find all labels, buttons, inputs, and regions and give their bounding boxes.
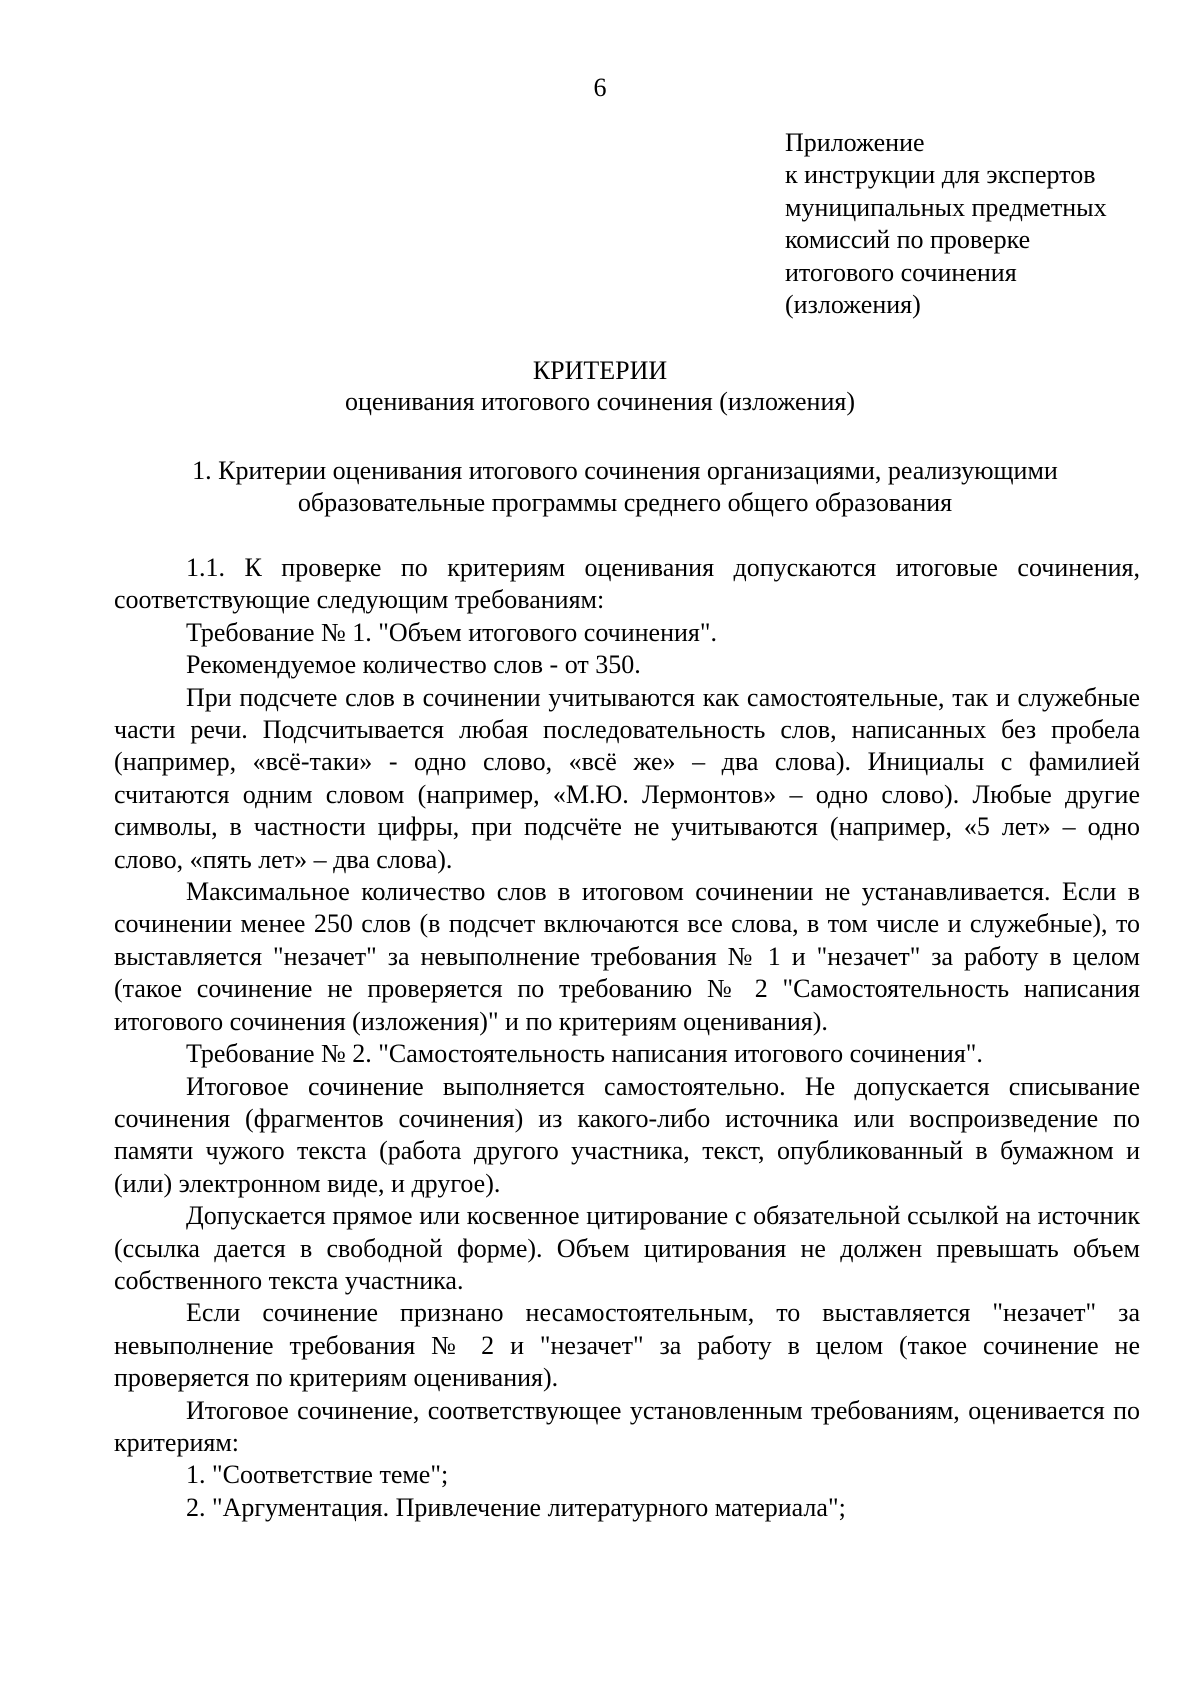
body-text (114, 552, 1140, 1524)
paragraph: Итоговое сочинение, соответствующее установленным требованиям, оценивается по критериям: (114, 1395, 1140, 1457)
appendix-line: к инструкции для экспертов (785, 160, 1096, 190)
paragraph: Максимальное количество слов в итоговом сочинении не устанавливается. Если в сочинении менее 250 слов (в подсчет включаются все слова, в том числе и служебные), то выставляется "незачет" за невыполнение требования № 1 и "незачет" за работу в целом (такое сочинение не проверяется по требованию № 2 "Самостоятельность написания итогового сочинения (изложения)" и по критериям оценивания). (114, 877, 1140, 1036)
page-number: 6 (593, 73, 607, 102)
appendix-line: итогового сочинения (785, 257, 1017, 287)
list-item: 1. "Соответствие теме"; (186, 1460, 449, 1490)
section-heading-line: 1. Критерии оценивания итогового сочинения организациями, реализующими (192, 456, 1058, 485)
appendix-line: Приложение (785, 128, 925, 157)
document-subtitle: оценивания итогового сочинения (изложения) (345, 387, 855, 416)
document-title: КРИТЕРИИ (532, 356, 668, 385)
paragraph: Если сочинение признано несамостоятельным, то выставляется "незачет" за невыполнение требования № 2 и "незачет" за работу в целом (такое сочинение не проверяется по критериям оценивания). (114, 1298, 1140, 1393)
paragraph: Рекомендуемое количество слов - от 350. (186, 650, 641, 680)
appendix-line: муниципальных предметных (785, 192, 1107, 222)
paragraph: При подсчете слов в сочинении учитываются как самостоятельные, так и служебные части речи. Подсчитывается любая последовательность слов, написанных без пробела (например, «всё-таки» - одно слово, «всё же» – два слова). Инициалы с фамилией считаются одним словом (например, «М.Ю. Лермонтов» – одно слово). Любые другие символы, в частности цифры, при подсчёте не учитываются (например, «5 лет» – одно слово, «пять лет» – два слова). (114, 682, 1140, 874)
appendix-note (785, 127, 1165, 321)
list-item: 2. "Аргументация. Привлечение литературного материала"; (186, 1492, 846, 1522)
section-heading-line: образовательные программы среднего общего образования (297, 488, 953, 517)
appendix-line: (изложения) (785, 290, 921, 320)
paragraph: Требование № 1. "Объем итогового сочинения". (186, 617, 717, 647)
paragraph: Допускается прямое или косвенное цитирование с обязательной ссылкой на источник (ссылка дается в свободной форме). Объем цитирования не должен превышать объем собственного текста участника. (114, 1201, 1140, 1295)
paragraph: Требование № 2. "Самостоятельность написания итогового сочинения". (186, 1039, 983, 1069)
paragraph: 1.1. К проверке по критериям оценивания допускаются итоговые сочинения, соответствующие следующим требованиям: (114, 553, 1140, 615)
appendix-line: комиссий по проверке (785, 225, 1031, 255)
paragraph: Итоговое сочинение выполняется самостоятельно. Не допускается списывание сочинения (фрагментов сочинения) из какого-либо источника или воспроизведение по памяти чужого текста (работа другого участника, текст, опубликованный в бумажном и (или) электронном виде, и другое). (114, 1071, 1140, 1198)
section-heading (0, 455, 1200, 519)
